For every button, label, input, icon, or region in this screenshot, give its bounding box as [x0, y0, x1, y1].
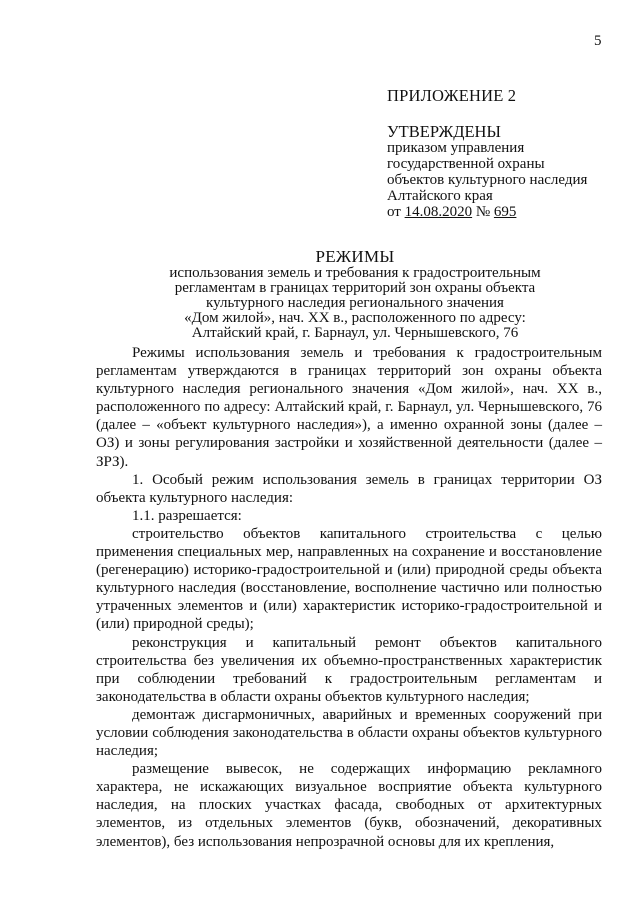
appendix-title: ПРИЛОЖЕНИЕ 2 — [387, 86, 517, 105]
approval-line: объектов культурного наследия — [387, 172, 588, 188]
document-heading: РЕЖИМЫ — [315, 247, 395, 266]
approval-line: Алтайского края — [387, 188, 493, 204]
number-sign: № — [472, 204, 494, 220]
order-date-line — [387, 204, 617, 220]
approval-line: приказом управления — [387, 140, 525, 156]
paragraph: реконструкция и капитальный ремонт объектов капитального строительства без увеличения их объемно-пространственных характеристик при соблюдении требований к градостроительным регламентам и законодательства в области охраны объектов культурного наследия; — [96, 634, 602, 705]
paragraph: 1.1. разрешается: — [132, 507, 242, 524]
order-date: 14.08.2020 — [404, 204, 473, 220]
paragraph: Режимы использования земель и требования к градостроительным регламентам утверждаются в границах территорий зон охраны объекта культурного наследия регионального значения «Дом жилой», нач. XX в., расположенного по адресу: Алтайский край, г. Барнаул, ул. Чернышевского, 76 (далее – «объект культурного наследия»), а именно охранной зоны (далее – ОЗ) и зоны регулирования застройки и хозяйственной деятельности (далее – ЗРЗ). — [96, 345, 602, 470]
document-title-block — [90, 249, 620, 341]
paragraph: строительство объектов капитального строительства с целью применения специальных мер, направленных на сохранение и восстановление (регенерацию) историко-градостроительной и (или) природной среды объекта культурного наследия (восстановление, восполнение частично или полностью утраченных элементов и (или) характеристик историко-градостроительной и (или) природной среды); — [96, 525, 602, 633]
subtitle-line: «Дом жилой», нач. XX в., расположенного по адресу: — [184, 310, 526, 326]
subtitle-line: Алтайский край, г. Барнаул, ул. Чернышевского, 76 — [191, 325, 519, 341]
document-body — [96, 344, 602, 851]
paragraph: размещение вывесок, не содержащих информацию рекламного характера, не искажающих визуальное восприятие объекта культурного наследия, на плоских участках фасада, свободных от архитектурных элементов, из отдельных элементов (букв, обозначений, декоративных элементов), без использования непрозрачной основы для их крепления, — [96, 761, 602, 850]
date-prefix: от — [387, 204, 405, 220]
paragraph: 1. Особый режим использования земель в границах территории ОЗ объекта культурного наследия: — [96, 471, 602, 506]
approved-label: УТВЕРЖДЕНЫ — [387, 122, 501, 141]
paragraph: демонтаж дисгармоничных, аварийных и временных сооружений при условии соблюдения законодательства в области охраны объектов культурного наследия; — [96, 706, 602, 760]
page-number: 5 — [594, 33, 602, 49]
subtitle-line: культурного наследия регионального значения — [206, 295, 504, 311]
approval-block — [387, 88, 617, 220]
approval-line: государственной охраны — [387, 156, 545, 172]
subtitle-line: использования земель и требования к градостроительным — [169, 265, 541, 281]
subtitle-line: регламентам в границах территорий зон охраны объекта — [174, 280, 536, 296]
order-number: 695 — [493, 204, 517, 220]
